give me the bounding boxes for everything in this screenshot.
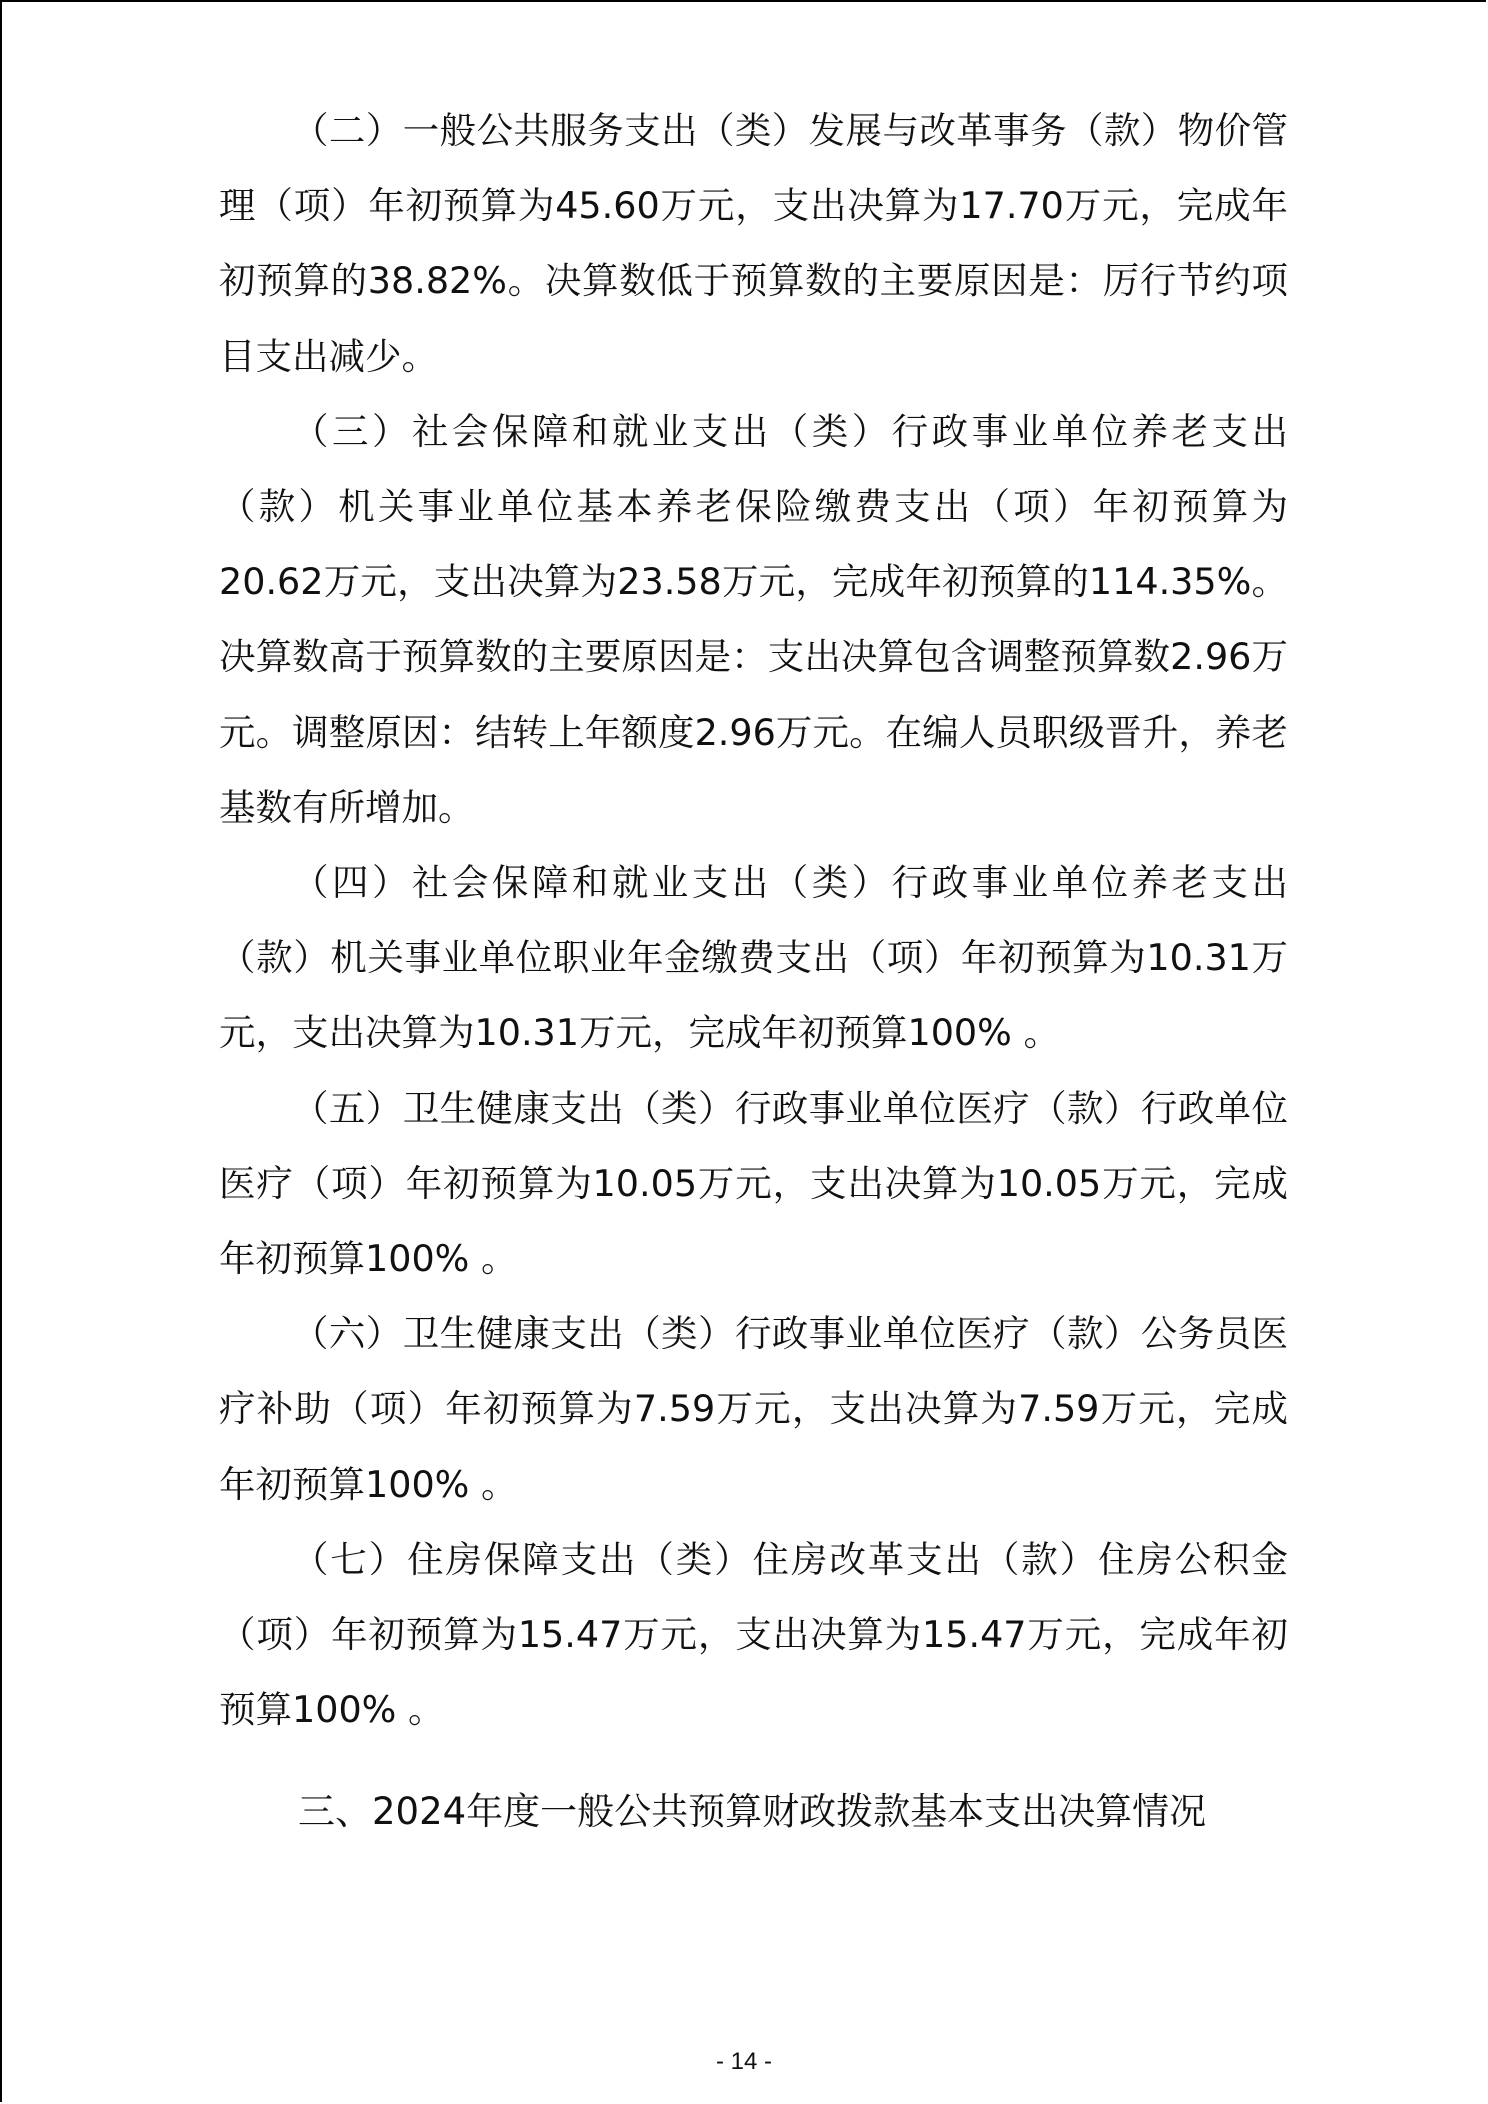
paragraph-administrative-medical: （五）卫生健康支出（类）行政事业单位医疗（款）行政单位医疗（项）年初预算为10.05万元，支出决算为10.05万元，完成年初预算100% 。 [219, 1086, 1288, 1281]
page-number: - 14 - [715, 2048, 772, 2075]
section-heading: 三、2024年度一般公共预算财政拨款基本支出决算情况 [298, 1790, 1207, 1833]
body-text [219, 93, 1288, 1747]
paragraph-civil-servant-medical-subsidy: （六）卫生健康支出（类）行政事业单位医疗（款）公务员医疗补助（项）年初预算为7.59万元，支出决算为7.59万元，完成年初预算100% 。 [219, 1312, 1288, 1506]
paragraph-basic-pension-insurance: （三）社会保障和就业支出（类）行政事业单位养老支出（款）机关事业单位基本养老保险缴费支出（项）年初预算为20.62万元，支出决算为23.58万元，完成年初预算的114.35%。决算数高于预算数的主要原因是：支出决算包含调整预算数2.96万元。调整原因：结转上年额度2.96万元。在编人员职级晋升，养老基数有所增加。 [219, 409, 1288, 829]
paragraph-housing-provident-fund: （七）住房保障支出（类）住房改革支出（款）住房公积金（项）年初预算为15.47万元，支出决算为15.47万元，完成年初预算100% 。 [219, 1537, 1288, 1732]
paragraph-occupational-annuity: （四）社会保障和就业支出（类）行政事业单位养老支出（款）机关事业单位职业年金缴费支出（项）年初预算为10.31万元，支出决算为10.31万元，完成年初预算100% 。 [219, 861, 1288, 1055]
paragraph-general-public-services: （二）一般公共服务支出（类）发展与改革事务（款）物价管理（项）年初预算为45.60万元，支出决算为17.70万元，完成年初预算的38.82%。决算数低于预算数的主要原因是：厉行节约项目支出减少。 [219, 109, 1288, 378]
